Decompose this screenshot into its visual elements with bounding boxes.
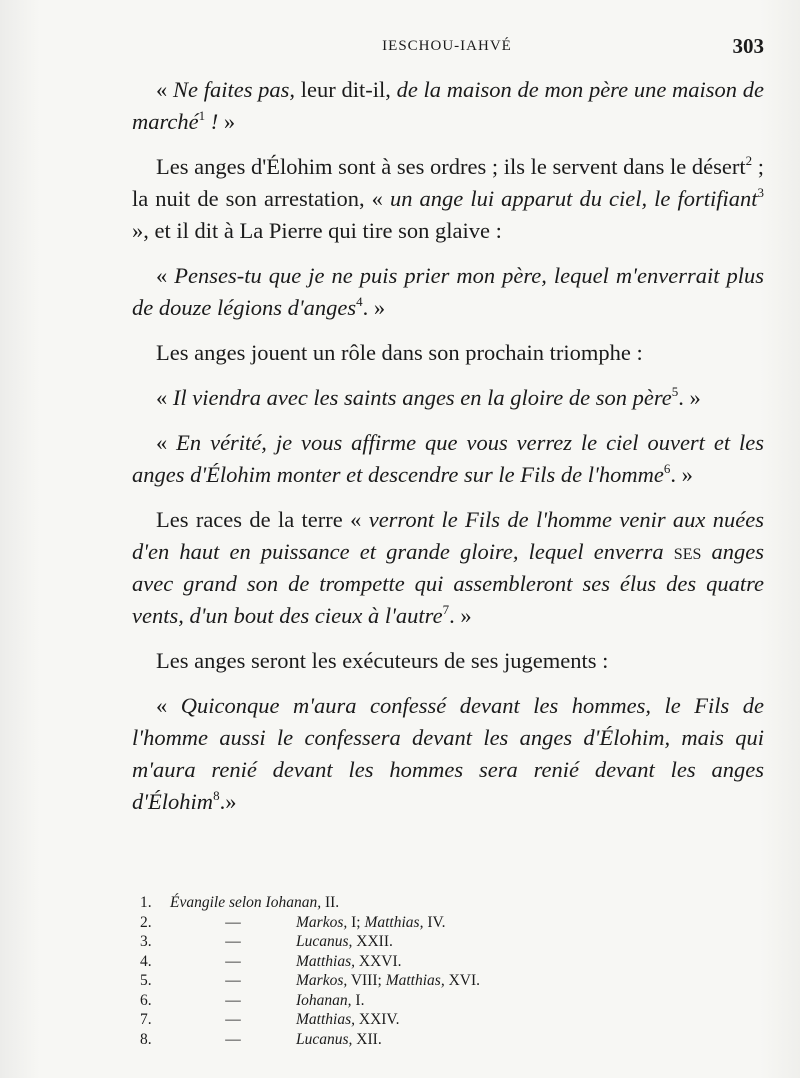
paragraph-2: Les anges d'Élohim sont à ses ordres ; ils le servent dans le désert$^2$ ; la nuit de son arrestation, « un ange lui apparut du ciel, le fortifiant$^3$ », et il dit à La Pierre qui tire son glaive :: [132, 153, 764, 243]
page-number: 303: [732, 34, 764, 58]
paragraph-9: « Quiconque m'aura confessé devant les hommes, le Fils de l'homme aussi le confessera devant les anges d'Élohim, mais qui m'aura renié devant les hommes sera renié devant les anges d'Élohim$^8$.»: [132, 693, 765, 814]
footnote-ref-3: 3: [757, 185, 764, 200]
page-header: [130, 34, 764, 64]
footnote-ref-1: 1: [198, 108, 206, 123]
footnote-ref-4: 4: [356, 294, 363, 309]
paragraph-6: « En vérité, je vous affirme que vous verrez le ciel ouvert et les anges d'Élohim monter et descendre sur le Fils de l'homme$^6$. »: [132, 430, 764, 487]
footnote-3: 3. — Lucanus, XXII.: [140, 933, 393, 950]
footnote-8: 8. — Lucanus, XII.: [140, 1030, 382, 1048]
paragraph-5: « Il viendra avec les saints anges en la gloire de son père$^5$. »: [156, 384, 701, 410]
footnote-ref-8: 8: [213, 788, 220, 803]
paragraph-3: « Penses-tu que je ne puis prier mon père, lequel m'enverrait plus de douze légions d'anges$^4$. »: [132, 263, 765, 320]
paragraph-1: « Ne faites pas, leur dit-il, de la maison de mon père une maison de marché$^1$ ! »: [132, 77, 765, 134]
footnote-ref-2: 2: [745, 153, 753, 168]
footnote-5: 5. — Markos, VIII; Matthias, XVI.: [140, 972, 481, 989]
footnote-1: 1. Évangile selon Iohanan, II.: [140, 894, 340, 911]
footnote-2: 2. — Markos, I; Matthias, IV.: [140, 913, 446, 931]
paragraph-7: Les races de la terre « verront le Fils de l'homme venir aux nuées d'en haut en puissance et grande gloire, lequel enverra ses anges avec grand son de trompette qui assembleront ses élus des quatre vents, d'un bout des cieux à l'autre$^7$. »: [132, 507, 764, 628]
running-title: IESCHOU-IAHVÉ: [382, 38, 512, 54]
footnote-4: 4. — Matthias, XXVI.: [140, 952, 402, 970]
footnotes: [140, 893, 540, 1049]
footnote-ref-5: 5: [671, 384, 679, 399]
paragraph-8: Les anges seront les exécuteurs de ses jugements :: [156, 648, 609, 673]
footnote-ref-6: 6: [663, 461, 671, 476]
paragraph-4: Les anges jouent un rôle dans son prochain triomphe :: [156, 340, 643, 365]
body-text: [132, 74, 764, 831]
footnote-6: 6. — Iohanan, I.: [140, 991, 365, 1009]
footnote-ref-7: 7: [442, 602, 450, 617]
footnote-7: 7. — Matthias, XXIV.: [140, 1011, 400, 1028]
